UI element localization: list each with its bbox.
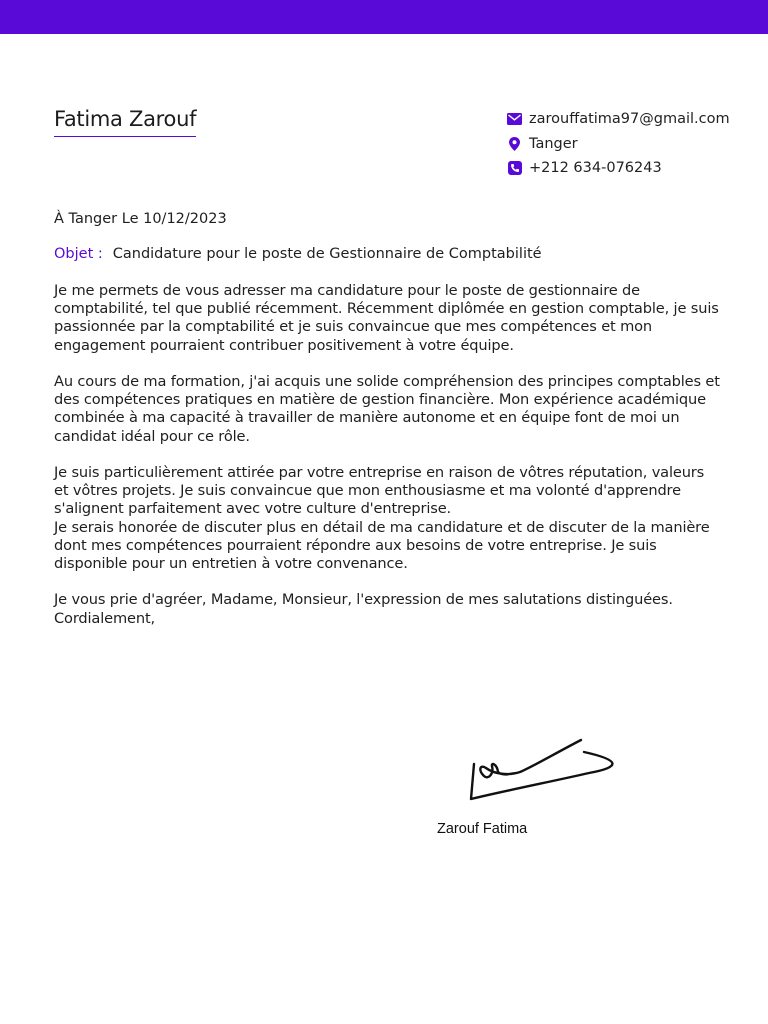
contact-phone[interactable]: +212 634-076243 <box>529 160 662 177</box>
contact-email[interactable]: zarouffatima97@gmail.com <box>529 111 730 128</box>
subject-text: Candidature pour le poste de Gestionnaire de Comptabilité <box>112 246 542 262</box>
signer-name: Zarouf Fatima <box>437 821 528 837</box>
paragraph-motivation: Je suis particulièrement attirée par votre entreprise en raison de vôtres réputation, valeurs et vôtres projets. Je suis convaincue que mon enthousiasme et ma volonté d'apprendre s'alignent parfaitement avec votre culture d'entreprise. <box>54 464 705 518</box>
contact-location-row <box>507 132 730 157</box>
envelope-icon <box>507 112 522 127</box>
paragraph-closing: Je vous prie d'agréer, Madame, Monsieur, l'expression de mes salutations distinguées. <box>54 591 673 609</box>
contact-phone-row <box>507 156 730 181</box>
paragraph-regards: Cordialement, <box>54 609 156 627</box>
contact-block <box>507 107 730 181</box>
map-pin-icon <box>507 136 522 151</box>
place-and-date: À Tanger Le 10/12/2023 <box>54 211 227 227</box>
phone-icon <box>507 161 522 176</box>
subject-line <box>54 246 542 262</box>
subject-label: Objet : <box>54 246 103 262</box>
sender-name: Fatima Zarouf <box>54 107 196 137</box>
contact-email-row <box>507 107 730 132</box>
handwritten-signature <box>464 736 624 810</box>
letter-body <box>54 282 722 628</box>
paragraph-training: Au cours de ma formation, j'ai acquis une solide compréhension des principes comptables et des compétences pratiques en matière de gestion financière. Mon expérience académique combinée à ma capacité à travailler de manière autonome et en équipe font de moi un candidat idéal pour ce rôle. <box>54 373 720 445</box>
paragraph-interview: Je serais honorée de discuter plus en détail de ma candidature et de discuter de la manière dont mes compétences pourraient répondre aux besoins de votre entreprise. Je suis disponible pour un entretien à votre convenance. <box>54 518 710 573</box>
contact-location: Tanger <box>529 135 578 152</box>
paragraph-intro: Je me permets de vous adresser ma candidature pour le poste de gestionnaire de comptabilité, tel que publié récemment. Récemment diplômée en gestion comptable, je suis passionnée par la comptabilité et je suis convaincue que mes compétences et mon engagement pourraient contribuer positivement à votre équipe. <box>54 282 719 354</box>
top-accent-bar <box>0 0 768 34</box>
